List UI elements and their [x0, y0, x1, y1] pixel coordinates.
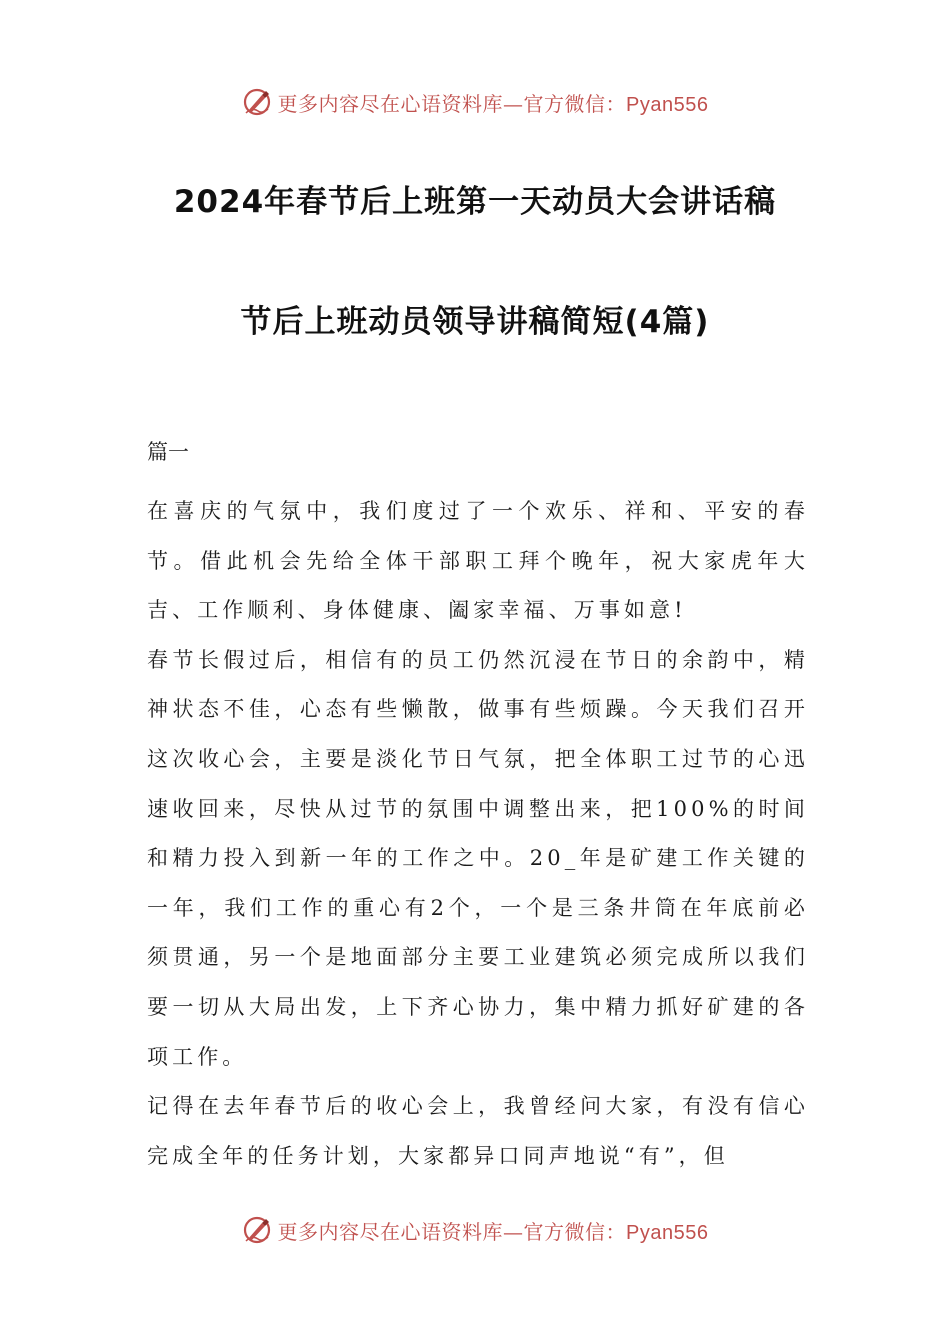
watermark-text: 更多内容尽在心语资料库—官方微信：Pyan556 — [277, 1219, 709, 1244]
body-paragraph: 在喜庆的气氛中，我们度过了一个欢乐、祥和、平安的春节。借此机会先给全体干部职工拜个晚年，祝大家虎年大吉、工作顺利、身体健康、阖家幸福、万事如意! — [147, 499, 809, 623]
pen-ink-logo-icon — [242, 87, 272, 117]
pen-ink-logo-icon — [242, 1215, 272, 1245]
watermark-wechat-id: Pyan556 — [626, 93, 709, 116]
watermark-wechat-id: Pyan556 — [626, 1221, 709, 1244]
footer-watermark — [0, 1210, 950, 1250]
header-watermark — [0, 82, 950, 122]
body-paragraph: 春节长假过后，相信有的员工仍然沉浸在节日的余韵中，精神状态不佳，心态有些懒散，做事有些烦躁。今天我们召开这次收心会，主要是淡化节日气氛，把全体职工过节的心迅速收回来，尽快从过节的氛围中调整出来，把100%的时间和精力投入到新一年的工作之中。20_年是矿建工作关键的一年，我们工作的重心有2个，一个是三条井筒在年底前必须贯通，另一个是地面部分主要工业建筑必须完成所以我们要一切从大局出发，上下齐心协力，集中精力抓好矿建的各项工作。 — [147, 647, 809, 1069]
body-paragraph: 记得在去年春节后的收心会上，我曾经问大家，有没有信心完成全年的任务计划，大家都异口同声地说“有”，但 — [147, 1094, 809, 1168]
section-label: 篇一 — [147, 440, 189, 464]
document-subtitle: 节后上班动员领导讲稿简短(4篇) — [240, 304, 710, 340]
document-title: 2024年春节后上班第一天动员大会讲话稿 — [173, 184, 777, 220]
document-body — [147, 437, 809, 1181]
watermark-text: 更多内容尽在心语资料库—官方微信：Pyan556 — [277, 91, 709, 116]
